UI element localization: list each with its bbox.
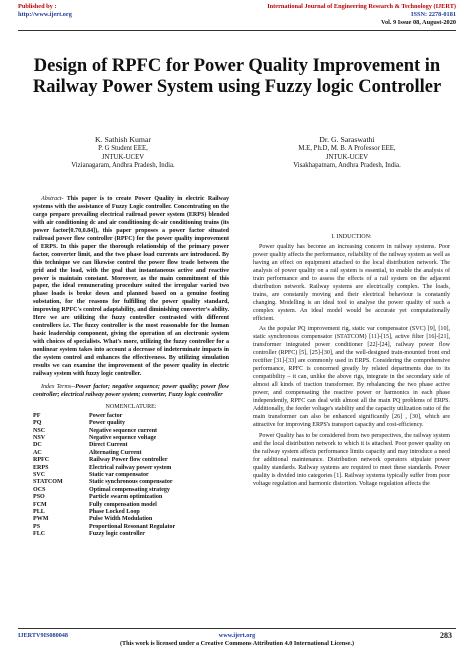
nomenclature-meaning: Power factor (89, 412, 123, 419)
section-heading: I. INDUCTION: (331, 234, 372, 240)
intro-paragraph: Power quality has become an increasing concern in railway systems. Poor power quality affects the performance, reliability of the railway system as well as having an effect on equipment attached to the local distribution network. The analysis of power quality on a rail system is essential, to enable the analysis of train performance and to assess the effects of a rail system on the adjacent distribution network. Railway systems are electrically complex. The loads, trains, are constantly moving and their electrical behaviour is constantly changing. Modelling is an ideal tool to analyse the power quality of such a complex system. An ideal model would be accurate yet computationally efficient. (253, 243, 450, 322)
nomenclature-table (33, 413, 229, 539)
nomenclature-row (33, 457, 229, 464)
abstract (33, 196, 229, 379)
abstract-label: Abstract- (41, 196, 64, 202)
journal-header-right (267, 3, 456, 28)
volume-issue: Vol. 9 Issue 08, August-2020 (381, 19, 456, 27)
nomenclature-row (33, 465, 229, 472)
intro-paragraph: As the popular PQ improvement rig, static var compensator (SVC) [9], [10], static synchronous compensator (STATCOM) [11]-[15], active filter [16]-[21], transformer integrated power conditioner [22]-[24], railway power flow controller (RPFC) [5], [25]-[30], and the well-designed train-mounted front end rectifier [31]-[33] are commonly used in ERPS. Considering the comprehensive performance, RPFC is concerned greatly by related departments due to its compatibility – it can, unlike the above rigs, integrate in the secondary side of almost all kinds of traction transformer. By rebalancing the two phase active power, and compensating the reactive power or harmonics in each phase independently, RPFC can deal with almost all the main PQ problems of ERPS. Additionally, the feeder voltage's stability and the capacity utilization ratio of the main transformer can also be enhanced significantly [26] , [30], which are attractive for improving ERPS's transport capacity and cost-efficiency. (253, 326, 450, 428)
nomenclature-abbr: PS (33, 523, 41, 530)
abstract-text: This paper is to create Power Quality in electric Railway systems with the assistance of Fuzzy Logic controller. Concentrating on the cargo prepare prevailing electrical railroad power system (ERPS) blended with air conditioning dc and air conditioning dc-air conditioning trains (its power factor[0.70,0.84]), this paper proposes a power factor situated railroad power flow controller (RPFC) for the power quality improvement of ERPS. In this paper the thorough relationship of the primary power factor, converter limit, and the two phase load currents are introduced. By this technique we can likewise control the power flow trade between the grid and the load, with the goal that instantaneous active and reactive power is maintain constant. Moreover, as the main commitment of this paper, the ideal remunerating procedure suited the irregular varied two phase loads is broke down and planned based on a genuine footing substation, for the reasons for fulfilling the power quality standard, improving RPFC's control adaptability, and diminishing converter's ability. Here we are utilizing the fuzzy controller contrasted with different controllers i.e. The fuzzy controller is the most reasonable for the human basic leadership component, giving the operation of an electronic system with choices of specialists. What's more, utilizing the fuzzy controller for a nonlinear system takes into account a decrease of indeterminate impacts in the system control and enhances the effectiveness. By utilizing simulation results we can examine the improvement of the power quality in electric railway system with fuzzy logic controller. (33, 196, 229, 377)
nomenclature-abbr: AC (33, 449, 42, 456)
nomenclature-row (33, 494, 229, 501)
header-divider (18, 30, 456, 31)
nomenclature-row (33, 420, 229, 427)
nomenclature-row (33, 472, 229, 479)
nomenclature-meaning: Power quality (89, 420, 126, 427)
nomenclature-row (33, 509, 229, 516)
paper-id: IJERTV9IS080048 (18, 632, 68, 639)
nomenclature-meaning: Particle swarm optimization (89, 494, 163, 501)
journal-name: International Journal of Engineering Research & Technology (IJERT) (267, 3, 456, 10)
nomenclature-abbr: PF (33, 412, 41, 419)
paper-title: Design of RPFC for Power Quality Improvement in Railway Power System using Fuzzy logic Controller (32, 56, 442, 97)
page-number: 283 (440, 631, 452, 640)
journal-header-left (18, 3, 72, 19)
nomenclature-meaning: Alternating Current (89, 449, 142, 456)
nomenclature-meaning: Negative sequence current (89, 427, 158, 434)
nomenclature-meaning: Fully compensation model (89, 501, 157, 508)
nomenclature-row (33, 442, 229, 449)
nomenclature-meaning: Negative sequence voltage (89, 435, 157, 441)
nomenclature-row (33, 450, 229, 457)
author-name: Dr. G. Saraswathi (319, 135, 375, 144)
nomenclature-meaning: Static var compensator (89, 472, 149, 479)
nomenclature-row (33, 502, 229, 509)
author-block-1 (38, 136, 208, 171)
nomenclature-abbr: NSV (33, 435, 46, 441)
issn-number: ISSN: 2278-0181 (411, 11, 456, 19)
author-role: P. G Student EEE, (98, 144, 148, 152)
nomenclature-abbr: ERPS (33, 464, 49, 471)
footer-divider (18, 628, 456, 629)
author-role: M.E, Ph.D, M. B. A Professor EEE, (298, 144, 396, 152)
nomenclature-abbr: STATCOM (33, 479, 63, 486)
right-column (253, 234, 450, 492)
footer-center (0, 632, 474, 648)
index-terms-label: Index Terms-- (41, 383, 76, 390)
nomenclature-meaning: Fuzzy logic controller (89, 531, 145, 538)
nomenclature-row (33, 435, 229, 442)
author-location: Visakhapatnam, Andhra Pradesh, India. (293, 162, 401, 170)
nomenclature-meaning: Direct Current (89, 442, 128, 449)
left-column (33, 196, 229, 539)
nomenclature-row (33, 413, 229, 420)
nomenclature-row (33, 487, 229, 494)
nomenclature-abbr: PLL (33, 509, 45, 516)
author-name: K. Sathish Kumar (94, 135, 152, 144)
nomenclature-meaning: Phase Locked Loop (89, 509, 140, 516)
author-affiliation: JNTUK-UCEV (325, 153, 369, 161)
nomenclature-meaning: Railway Power flow controller (89, 457, 168, 464)
nomenclature-meaning: Electrical railway power system (89, 464, 172, 471)
journal-website-link[interactable]: http://www.ijert.org (18, 11, 72, 19)
author-affiliation: JNTUK-UCEV (101, 153, 145, 161)
nomenclature-row (33, 516, 229, 523)
nomenclature-abbr: PWM (33, 516, 49, 523)
nomenclature-abbr: PQ (33, 420, 42, 427)
nomenclature-abbr: FCM (33, 501, 47, 508)
nomenclature-row (33, 428, 229, 435)
nomenclature-meaning: Static synchronous compensator (89, 479, 173, 486)
author-location: Vizianagaram, Andhra Pradesh, India. (71, 162, 175, 170)
nomenclature-abbr: FLC (33, 531, 46, 538)
author-block-2 (262, 136, 432, 171)
nomenclature-abbr: NSC (33, 427, 46, 434)
nomenclature-title: NOMENCLATURE: (105, 403, 157, 410)
nomenclature-meaning: Optimal compensating strategy (89, 486, 170, 493)
nomenclature-meaning: Proportional Resonant Regulator (89, 523, 176, 530)
nomenclature-row (33, 524, 229, 531)
published-by-label: Published by : (18, 3, 57, 10)
nomenclature-abbr: SVC (33, 472, 46, 479)
index-terms-text: Power factor; negative sequence; power quality; power flow controller; electrical railway power system; converter, Fuzzy logic controller (33, 383, 229, 398)
nomenclature-abbr: RPFC (33, 457, 50, 464)
nomenclature-row (33, 479, 229, 486)
footer-website-link[interactable]: www.ijert.org (218, 632, 256, 639)
index-terms (33, 384, 229, 400)
intro-paragraph: Power Quality has to be considered from two perspectives, the railway system and the local distribution network to which it is attached. Poor power quality on the railway system affects performance limits capacity and may introduce a need for additional maintenance. Distribution network operators stipulate power quality standards. Railway systems are required to meet these standards. Power quality is divided into categories [1]. Railway systems typically suffer from poor voltage regulation and harmonic distortion. Voltage regulation affects the (253, 432, 450, 487)
license-notice: (This work is licensed under a Creative Commons Attribution 4.0 International License.) (119, 640, 355, 647)
nomenclature-abbr: OCS (33, 486, 46, 493)
nomenclature-meaning: Pulse Width Modulation (89, 516, 153, 523)
nomenclature-row (33, 531, 229, 538)
nomenclature-abbr: PSO (33, 494, 45, 501)
nomenclature-abbr: DC (33, 442, 42, 449)
